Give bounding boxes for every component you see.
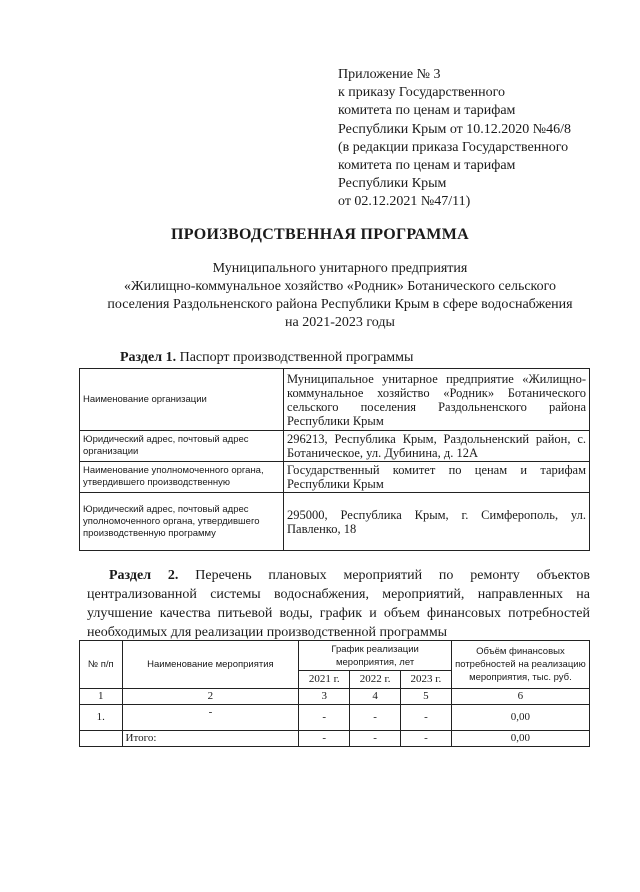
total-amount: 0,00	[451, 731, 589, 747]
row-year-value: -	[350, 705, 401, 731]
table-row	[80, 493, 590, 551]
appendix-line: Республики Крым	[338, 176, 447, 192]
header-year: 2022 г.	[350, 671, 401, 689]
passport-value: Государственный комитет по ценам и тарифам Республики Крым	[284, 462, 590, 493]
appendix-line: к приказу Государственного	[338, 85, 505, 101]
total-year-value: -	[299, 731, 350, 747]
col-number: 6	[451, 689, 589, 705]
passport-label: Наименование организации	[80, 369, 284, 431]
subtitle-line: Муниципального унитарного предприятия	[212, 261, 468, 276]
column-number-row	[80, 689, 590, 705]
appendix-line: (в редакции приказа Государственного	[338, 139, 569, 155]
col-number: 1	[80, 689, 123, 705]
subtitle-line: «Жилищно-коммунальное хозяйство «Родник» Ботанического сельского	[123, 279, 557, 294]
passport-label: Юридический адрес, почтовый адрес уполномоченного органа, утвердившего производственную программу	[80, 493, 284, 551]
appendix-header	[338, 66, 598, 212]
section2-heading	[87, 566, 590, 642]
appendix-line: от 02.12.2021 №47/11)	[338, 194, 471, 210]
header-finance: Объём финансовых потребностей на реализацию мероприятия, тыс. руб.	[451, 641, 589, 689]
table-row	[80, 462, 590, 493]
header-year: 2023 г.	[401, 671, 452, 689]
subtitle-line: поселения Раздольненского района Республики Крым в сфере водоснабжения	[107, 297, 573, 312]
header-num: № п/п	[80, 641, 123, 689]
col-number: 2	[122, 689, 299, 705]
passport-value: Муниципальное унитарное предприятие «Жилищно-коммунальное хозяйство «Родник» Ботанического сельского поселения Раздольненского района Республики Крым	[284, 369, 590, 431]
appendix-line: Республики Крым от 10.12.2020 №46/8	[338, 121, 572, 137]
header-name: Наименование мероприятия	[122, 641, 299, 689]
header-year: 2021 г.	[299, 671, 350, 689]
measures-table	[79, 640, 590, 747]
row-name: -	[122, 705, 299, 731]
col-number: 5	[401, 689, 452, 705]
appendix-line: Приложение № 3	[338, 67, 441, 82]
section2-label: Раздел 2.	[109, 568, 179, 583]
section2-text: Перечень плановых мероприятий по ремонту объектов централизованной системы водоснабжения, мероприятий, направленных на улучшение качества питьевой воды, график и объем финансовых потребностей необходимых для реализации производственной программы	[87, 568, 590, 640]
table-total-row	[80, 731, 590, 747]
header-schedule: График реализации мероприятия, лет	[299, 641, 452, 671]
total-year-value: -	[350, 731, 401, 747]
table-row	[80, 431, 590, 462]
total-num	[80, 731, 123, 747]
row-year-value: -	[299, 705, 350, 731]
col-number: 4	[350, 689, 401, 705]
total-year-value: -	[401, 731, 452, 747]
document-subtitle	[60, 260, 620, 332]
table-row	[80, 705, 590, 731]
total-label: Итого:	[122, 731, 299, 747]
row-year-value: -	[401, 705, 452, 731]
passport-label: Юридический адрес, почтовый адрес организации	[80, 431, 284, 462]
row-num: 1.	[80, 705, 123, 731]
passport-table	[79, 368, 590, 551]
section1-heading	[120, 350, 413, 366]
table-header-row	[80, 641, 590, 671]
section1-text: Паспорт производственной программы	[176, 350, 414, 365]
passport-value: 296213, Республика Крым, Раздольненский район, с. Ботаническое, ул. Дубинина, д. 12А	[284, 431, 590, 462]
document-title: ПРОИЗВОДСТВЕННАЯ ПРОГРАММА	[171, 226, 469, 243]
col-number: 3	[299, 689, 350, 705]
table-row	[80, 369, 590, 431]
subtitle-line: на 2021-2023 годы	[285, 315, 395, 330]
appendix-line: комитета по ценам и тарифам	[338, 158, 516, 174]
passport-label: Наименование уполномоченного органа, утвердившего производственную	[80, 462, 284, 493]
passport-value: 295000, Республика Крым, г. Симферополь, ул. Павленко, 18	[284, 493, 590, 551]
row-amount: 0,00	[451, 705, 589, 731]
appendix-line: комитета по ценам и тарифам	[338, 103, 516, 119]
section1-label: Раздел 1.	[120, 350, 177, 365]
